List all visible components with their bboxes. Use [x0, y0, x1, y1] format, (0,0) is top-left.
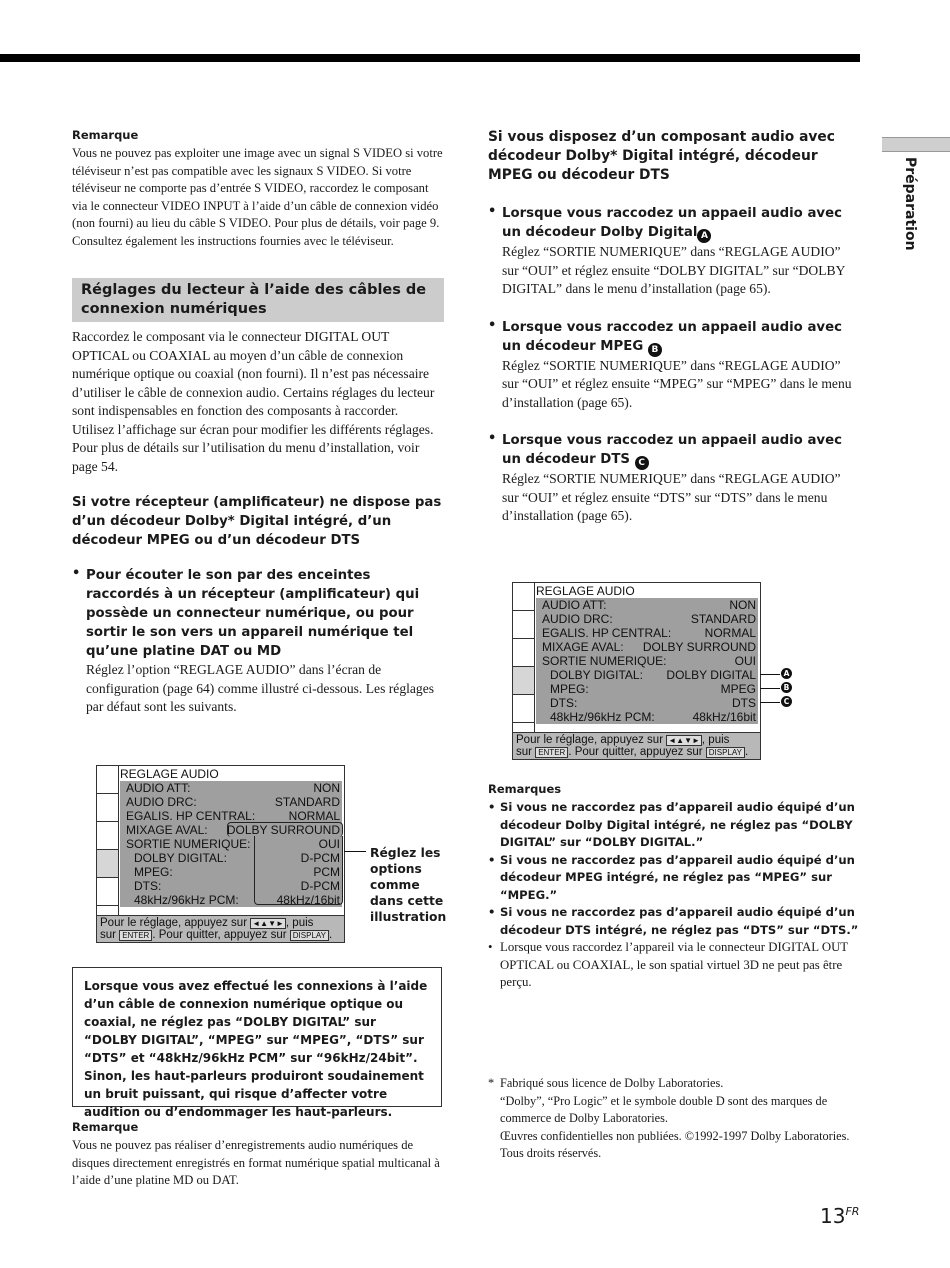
list-item: • Si vous ne raccordez pas d’appareil audio équipé d’un décodeur MPEG intégré, ne réglez pas “MPEG” sur “MPEG.”	[488, 852, 855, 902]
left-column	[72, 128, 444, 717]
setting-row: SORTIE NUMERIQUE: OUI	[542, 654, 756, 668]
right-column	[488, 128, 858, 526]
setting-row: DOLBY DIGITAL: D-PCM	[134, 851, 340, 865]
callout-line	[344, 851, 366, 852]
setting-row: MIXAGE AVAL: DOLBY SURROUND	[126, 823, 340, 837]
enter-key-icon: ENTER	[535, 747, 568, 758]
remark-extra: Consultez également les instructions fournies avec le téléviseur.	[72, 233, 394, 248]
remark-block	[72, 1120, 444, 1190]
setting-row: 48kHz/96kHz PCM: 48kHz/16bit	[134, 893, 340, 907]
page-number: $13^{FR}$	[820, 1204, 860, 1228]
list-item: • Lorsque vous raccordez l’appareil via le connecteur DIGITAL OUT OPTICAL ou COAXIAL, le son spatial virtuel 3D ne peut pas être perçu.	[488, 940, 848, 989]
setting-row: SORTIE NUMERIQUE: OUI	[126, 837, 340, 851]
setting-row: MPEG: PCM	[134, 865, 340, 879]
bullet-item: • Lorsque vous raccodez un appaeil audio avec un décodeur Dolby Digital A Réglez “SORTIE NUMERIQUE” dans “REGLAGE AUDIO” sur “OUI” et réglez ensuite “DOLBY DIGITAL” sur “DOLBY DIGITAL” dans le menu d’installation (page 65).	[488, 204, 858, 299]
display-key-icon: DISPLAY	[290, 930, 329, 941]
marker-a-icon: A	[697, 229, 711, 243]
setting-row: AUDIO DRC: STANDARD	[126, 795, 340, 809]
enter-key-icon: ENTER	[119, 930, 152, 941]
screen-footer: Pour le réglage, appuyez sur ◄▲▼► , puis sur ENTER . Pour quitter, appuyez sur DISPLAY .	[97, 915, 344, 942]
bullet-heading: Lorsque vous raccodez un appaeil audio avec un décodeur Dolby Digital	[502, 206, 842, 240]
remark-body: Vous ne pouvez pas réaliser d’enregistrements audio numériques de disques directement enregistrés en format numérique spatial multicanal à l’aide d’une platine MD ou DAT.	[72, 1138, 440, 1187]
bullet-body: Réglez “SORTIE NUMERIQUE” dans “REGLAGE AUDIO” sur “OUI” et réglez ensuite “DTS” sur “DTS” dans le menu d’installation (page 65).	[502, 471, 841, 523]
warning-text: Lorsque vous avez effectué les connexions à l’aide d’un câble de connexion numérique optique ou coaxial, ne réglez pas “DOLBY DIGITAL” sur “DOLBY DIGITAL”, “MPEG” sur “MPEG”, “DTS” sur “DTS” et “48kHz/96kHz PCM” sur “96kHz/24bit”. Sinon, les haut-parleurs produiront soudainement un bruit puissant, qui risque d’affecter votre audition ou d’endommager les haut-parleurs.	[84, 979, 428, 1119]
marker-b-icon: B	[781, 682, 792, 693]
marker-a-icon: A	[781, 668, 792, 679]
section-side-label: Préparation	[902, 157, 918, 251]
marker-b-icon: B	[648, 343, 662, 357]
arrow-keys-icon: ◄▲▼►	[668, 736, 700, 745]
list-item: • Si vous ne raccordez pas d’appareil audio équipé d’un décodeur Dolby Digital intégré, ne réglez pas “DOLBY DIGITAL” sur “DOLBY DIGITAL.”	[488, 800, 855, 849]
arrow-keys-icon: ◄▲▼►	[252, 919, 284, 928]
remark-body: Vous ne pouvez pas exploiter une image avec un signal S VIDEO si votre téléviseur n’est pas compatible avec les signaux S VIDEO. Si votre téléviseur ne comporte pas d’entrée S VIDEO, raccordez le composant via le connecteur VIDEO INPUT à l’aide d’un câble de connexion vidéo (non fourni) au lieu du câble S VIDEO. Pour plus de détails, voir page 9.	[72, 146, 443, 230]
bullet-item: • Pour écouter le son par des enceintes raccordés à un récepteur (amplificateur) qui possède un connecteur numérique, ou pour sortir le son vers un appareil numérique tel qu’une platine DAT ou MD Réglez l’option “REGLAGE AUDIO” dans l’écran de configuration (page 64) comme illustré ci-dessous. Les réglages par défaut sont les suivants.	[72, 566, 444, 717]
body-paragraph: Pour plus de détails sur l’utilisation du menu d’installation, voir page 54.	[72, 440, 420, 474]
setting-row: AUDIO ATT: NON	[126, 781, 340, 795]
setting-row: DTS: D-PCM	[134, 879, 340, 893]
marker-c-icon: C	[635, 456, 649, 470]
bullet-body: Réglez l’option “REGLAGE AUDIO” dans l’écran de configuration (page 64) comme illustré ci-dessous. Les réglages par défaut sont les suivants.	[86, 662, 435, 714]
screen-title: REGLAGE AUDIO	[120, 767, 219, 781]
bullet-heading: Lorsque vous raccodez un appaeil audio avec un décodeur DTS	[502, 433, 842, 467]
setting-row: EGALIS. HP CENTRAL: NORMAL	[126, 809, 340, 823]
highlight-outline	[254, 836, 343, 905]
setting-row: MIXAGE AVAL: DOLBY SURROUND	[542, 640, 756, 654]
bullet-body: Réglez “SORTIE NUMERIQUE” dans “REGLAGE AUDIO” sur “OUI” et réglez ensuite “MPEG” sur “MPEG” dans le menu d’installation (page 65).	[502, 357, 852, 410]
remarks-title: Remarques	[488, 782, 562, 796]
setting-row: EGALIS. HP CENTRAL: NORMAL	[542, 626, 756, 640]
section-heading: Réglages du lecteur à l’aide des câbles de connexion numériques	[72, 278, 444, 322]
marker-c-icon: C	[781, 696, 792, 707]
callout-text: Réglez les options comme dans cette illustration	[370, 846, 447, 924]
bullet-item: • Lorsque vous raccodez un appaeil audio avec un décodeur DTS C Réglez “SORTIE NUMERIQUE” dans “REGLAGE AUDIO” sur “OUI” et réglez ensuite “DTS” sur “DTS” dans le menu d’installation (page 65).	[488, 431, 858, 526]
top-rule	[0, 54, 860, 62]
display-key-icon: DISPLAY	[706, 747, 745, 758]
remarks-list	[488, 799, 860, 992]
setting-row: AUDIO ATT: NON	[542, 598, 756, 612]
remarks-block	[488, 782, 860, 992]
footnote: * Fabriqué sous licence de Dolby Laboratories. “Dolby”, “Pro Logic” et le symbole double D sont des marques de commerce de Dolby Laboratories. Œuvres confidentielles non publiées. ©1992-1997 Dolby Laboratories. Tous droits réservés.	[488, 1076, 850, 1160]
screen-title: REGLAGE AUDIO	[536, 584, 635, 598]
marker-line	[760, 674, 780, 675]
marker-line	[760, 688, 780, 689]
setting-row: DOLBY DIGITAL: DOLBY DIGITAL	[550, 668, 756, 682]
remark-title: Remarque	[72, 1120, 139, 1134]
screen-footer: Pour le réglage, appuyez sur ◄▲▼► , puis sur ENTER . Pour quitter, appuyez sur DISPLAY .	[513, 732, 760, 759]
warning-box	[72, 967, 442, 1119]
bullet-heading: Pour écouter le son par des enceintes raccordés à un récepteur (amplificateur) qui possède un connecteur numérique, ou pour sortir le son vers un appareil numérique tel qu’une platine DAT ou MD	[86, 568, 420, 659]
marker-line	[760, 702, 780, 703]
body-paragraph: Raccordez le composant via le connecteur DIGITAL OUT OPTICAL ou COAXIAL au moyen d’un câble de connexion numérique optique ou coaxial (non fourni). Il n’est pas nécessaire d’utiliser le câble de connexion audio. Certains réglages du lecteur sont indispensables en fonction des composants à raccorder.	[72, 329, 435, 418]
audio-setup-screen	[512, 582, 761, 760]
setting-row: AUDIO DRC: STANDARD	[542, 612, 756, 626]
section-tab	[882, 137, 950, 152]
body-paragraph: Utilisez l’affichage sur écran pour modifier les différents réglages.	[72, 421, 434, 437]
list-item: • Si vous ne raccordez pas d’appareil audio équipé d’un décodeur DTS intégré, ne réglez pas “DTS” sur “DTS.”	[488, 905, 859, 937]
audio-setup-screen	[96, 765, 345, 943]
setting-row: MPEG: MPEG	[550, 682, 756, 696]
remark-title: Remarque	[72, 128, 139, 142]
bullet-body: Réglez “SORTIE NUMERIQUE” dans “REGLAGE AUDIO” sur “OUI” et réglez ensuite “DOLBY DIGITAL” sur “DOLBY DIGITAL” dans le menu d’installation (page 65).	[502, 244, 845, 296]
subheading: Si votre récepteur (amplificateur) ne dispose pas d’un décodeur Dolby* Digital intégré, d’un décodeur MPEG ou d’un décodeur DTS	[72, 495, 442, 548]
bullet-item: • Lorsque vous raccodez un appaeil audio avec un décodeur MPEG B Réglez “SORTIE NUMERIQUE” dans “REGLAGE AUDIO” sur “OUI” et réglez ensuite “MPEG” sur “MPEG” dans le menu d’installation (page 65).	[488, 318, 858, 413]
setting-row: 48kHz/96kHz PCM: 48kHz/16bit	[550, 710, 756, 724]
highlight-outline	[227, 822, 343, 837]
setting-row: DTS: DTS	[550, 696, 756, 710]
subheading: Si vous disposez d’un composant audio avec décodeur Dolby* Digital intégré, décodeur MPEG ou décodeur DTS	[488, 129, 835, 183]
bullet-heading: Lorsque vous raccodez un appaeil audio avec un décodeur MPEG	[502, 319, 842, 354]
